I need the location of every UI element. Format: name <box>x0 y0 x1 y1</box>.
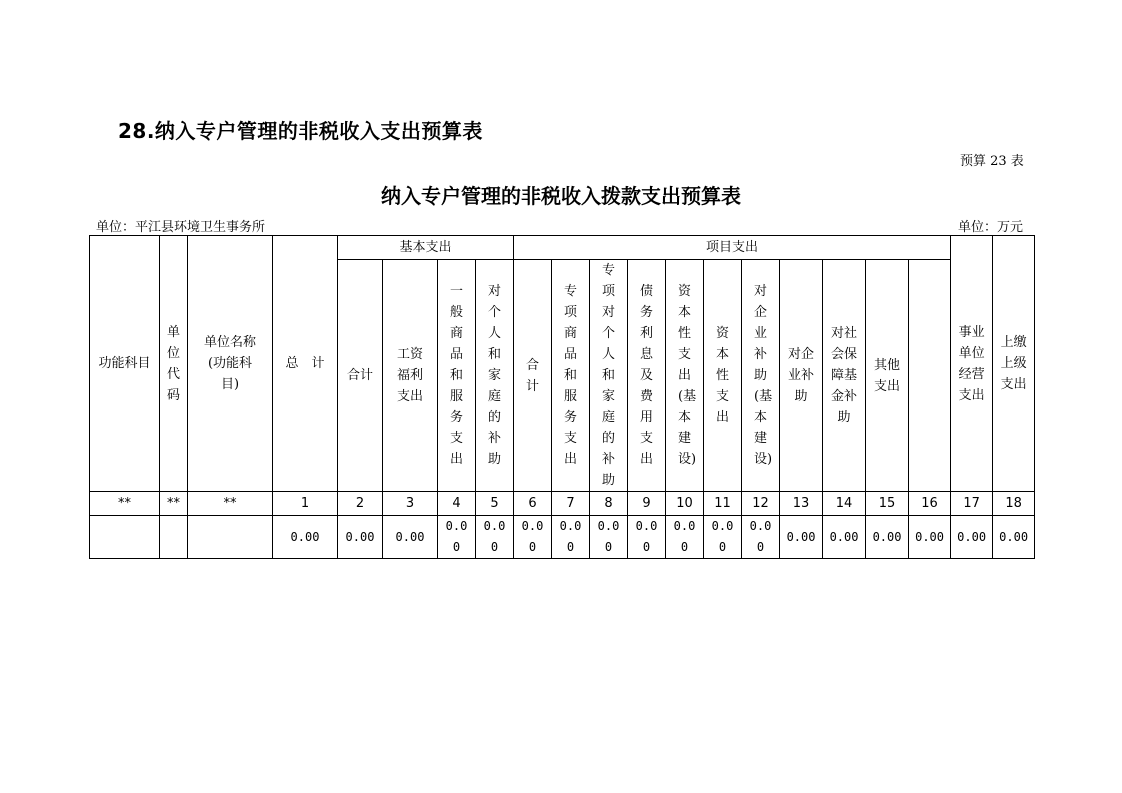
table-title: 纳入专户管理的非税收入拨款支出预算表 <box>381 184 741 208</box>
document-title: 28.纳入专户管理的非税收入支出预算表 <box>118 119 483 143</box>
header-goods-proj: 专项商品和服务支出 <box>552 260 590 492</box>
header-debt: 债务利息及费用支出 <box>628 260 666 492</box>
unit-name-label: 单位：平江县环境卫生事务所 <box>96 220 266 235</box>
index-cell: 1 <box>273 492 338 516</box>
data-row <box>90 516 1035 559</box>
header-name: 单位名称(功能科目) <box>188 236 273 492</box>
value-cell: 0.00 <box>823 516 866 559</box>
header-wage: 工资福利支出 <box>383 260 438 492</box>
header-upper: 上缴上级支出 <box>993 236 1035 492</box>
value-cell: 0.00 <box>780 516 823 559</box>
header-basic-sum: 合计 <box>338 260 383 492</box>
header-ent: 对企业补助 <box>780 260 823 492</box>
index-cell: 3 <box>383 492 438 516</box>
value-cell: 0.00 <box>438 516 476 559</box>
index-cell: 16 <box>909 492 951 516</box>
value-cell: 0.00 <box>628 516 666 559</box>
value-cell: 0.00 <box>590 516 628 559</box>
index-cell: 10 <box>666 492 704 516</box>
header-personal-proj: 专项对个人和家庭的补助 <box>590 260 628 492</box>
value-cell: 0.00 <box>383 516 438 559</box>
index-cell: 6 <box>514 492 552 516</box>
budget-table <box>89 235 1035 559</box>
header-other: 其他支出 <box>866 260 909 492</box>
header-goods-basic: 一般商品和服务支出 <box>438 260 476 492</box>
header-total: 总 计 <box>273 236 338 492</box>
index-cell: 18 <box>993 492 1035 516</box>
header-proj-sum: 合计 <box>514 260 552 492</box>
index-cell: ** <box>188 492 273 516</box>
header-social: 对社会保障基金补助 <box>823 260 866 492</box>
value-cell: 0.00 <box>666 516 704 559</box>
value-cell: 0.00 <box>704 516 742 559</box>
value-cell: 0.00 <box>742 516 780 559</box>
value-cell: 0.00 <box>338 516 383 559</box>
header-code: 单位代码 <box>160 236 188 492</box>
data-code-cell <box>160 516 188 559</box>
index-cell: 7 <box>552 492 590 516</box>
index-cell: 5 <box>476 492 514 516</box>
header-capital: 资本性支出 <box>704 260 742 492</box>
value-cell: 0.00 <box>514 516 552 559</box>
header-group-project: 项目支出 <box>514 236 951 260</box>
index-cell: 13 <box>780 492 823 516</box>
data-name-cell <box>188 516 273 559</box>
header-ent-build: 对企业补助(基本建设) <box>742 260 780 492</box>
value-cell: 0.00 <box>273 516 338 559</box>
index-cell: ** <box>90 492 160 516</box>
currency-unit-label: 单位：万元 <box>958 220 1024 235</box>
table-number: 预算 23 表 <box>960 154 1024 169</box>
index-cell: 14 <box>823 492 866 516</box>
header-business: 事业单位经营支出 <box>951 236 993 492</box>
index-cell: ** <box>160 492 188 516</box>
header-group-basic: 基本支出 <box>338 236 514 260</box>
value-cell: 0.00 <box>951 516 993 559</box>
value-cell: 0.00 <box>866 516 909 559</box>
data-func-cell <box>90 516 160 559</box>
value-cell: 0.00 <box>909 516 951 559</box>
value-cell: 0.00 <box>552 516 590 559</box>
index-cell: 12 <box>742 492 780 516</box>
index-cell: 9 <box>628 492 666 516</box>
index-cell: 11 <box>704 492 742 516</box>
header-func: 功能科目 <box>90 236 160 492</box>
column-index-row <box>90 492 1035 516</box>
header-capital-build: 资本性支出(基本建设) <box>666 260 704 492</box>
index-cell: 17 <box>951 492 993 516</box>
index-cell: 2 <box>338 492 383 516</box>
index-cell: 15 <box>866 492 909 516</box>
value-cell: 0.00 <box>476 516 514 559</box>
header-personal-basic: 对个人和家庭的补助 <box>476 260 514 492</box>
value-cell: 0.00 <box>993 516 1035 559</box>
index-cell: 4 <box>438 492 476 516</box>
index-cell: 8 <box>590 492 628 516</box>
